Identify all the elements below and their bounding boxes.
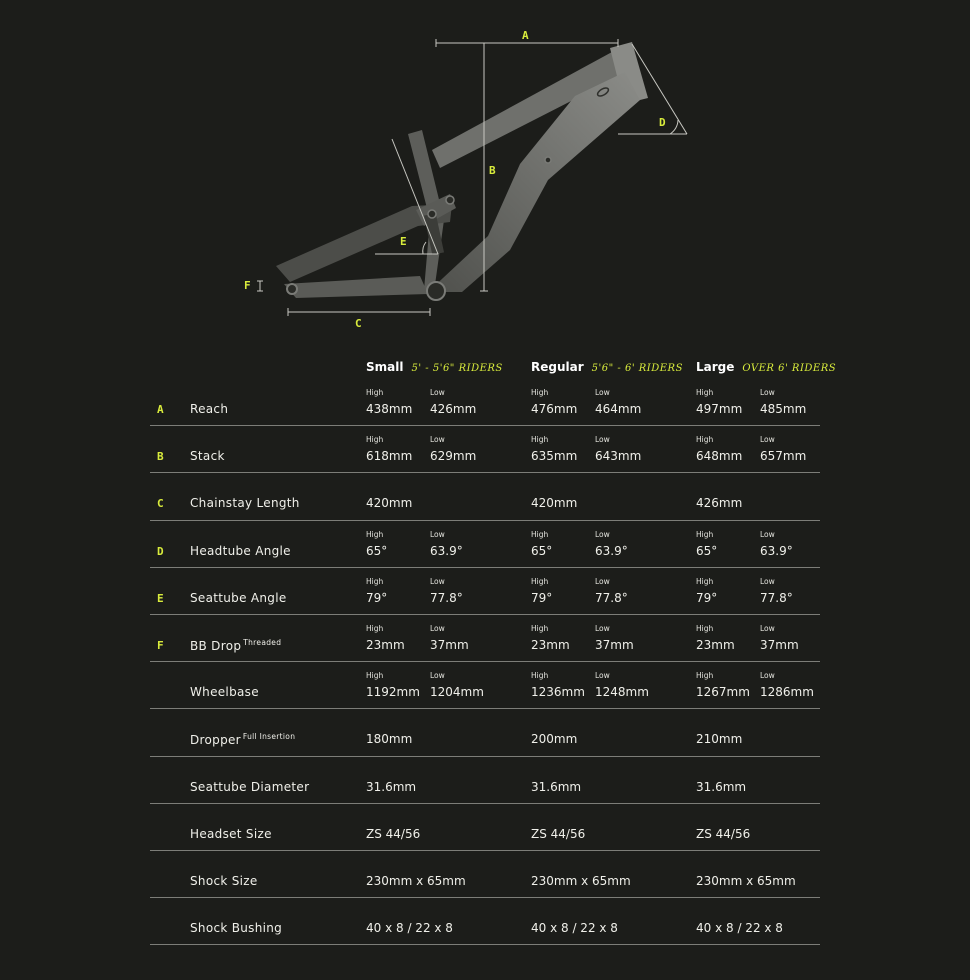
size-header-regular: [531, 360, 683, 374]
low-setting-tag: Low: [430, 624, 445, 633]
geometry-row: [150, 850, 820, 898]
high-setting-tag: High: [531, 435, 549, 445]
row-value: 79°: [531, 590, 553, 605]
low-setting-tag: Low: [595, 529, 610, 539]
row-value: 79°: [696, 590, 718, 605]
row-label: [190, 544, 291, 558]
row-label-text: Dropper: [190, 733, 241, 748]
high-setting-tag: High: [531, 576, 549, 586]
row-label: [190, 496, 300, 510]
row-label: [190, 827, 272, 841]
row-value: 23mm: [366, 638, 405, 652]
low-setting-tag: Low: [760, 671, 775, 681]
chain-stay: [284, 276, 428, 298]
dim-label-d: D: [659, 116, 666, 129]
low-setting-tag: Low: [430, 435, 445, 445]
size-header-large: [696, 360, 836, 374]
row-value: 79°: [366, 590, 388, 605]
size-header-small: [366, 360, 503, 374]
shock-mount: [545, 157, 551, 163]
geometry-row: [150, 756, 820, 804]
dim-label-f: F: [244, 279, 251, 292]
high-setting-tag: High: [531, 671, 549, 681]
low-setting-tag: Low: [595, 624, 610, 633]
high-setting-tag: High: [366, 435, 384, 445]
row-value: 23mm: [696, 638, 735, 652]
low-setting-tag: Low: [760, 388, 775, 397]
row-value: 1286mm: [760, 685, 814, 700]
row-value: 23mm: [531, 638, 570, 652]
row-label-text: Chainstay Length: [190, 496, 300, 511]
row-value: 77.8°: [430, 590, 463, 605]
row-value: 1204mm: [430, 685, 484, 700]
row-letter: B: [157, 450, 164, 464]
high-setting-tag: High: [366, 671, 384, 681]
row-value: 77.8°: [760, 590, 793, 605]
row-value: 40 x 8 / 22 x 8: [366, 921, 453, 936]
low-setting-tag: Low: [430, 671, 445, 681]
row-value: 1248mm: [595, 685, 649, 700]
row-value: ZS 44/56: [366, 826, 421, 841]
size-name: Large: [696, 360, 735, 374]
row-value: 230mm x 65mm: [531, 874, 631, 888]
row-value: ZS 44/56: [531, 826, 586, 841]
row-value: 31.6mm: [366, 779, 417, 794]
row-letter: F: [157, 639, 164, 652]
geometry-row: [150, 708, 820, 756]
geometry-row: [150, 803, 820, 851]
low-setting-tag: Low: [760, 529, 775, 539]
geometry-row: [150, 897, 820, 945]
low-setting-tag: Low: [430, 576, 445, 586]
row-value: 629mm: [430, 449, 477, 464]
row-label: [190, 591, 287, 605]
high-setting-tag: High: [366, 624, 384, 633]
high-setting-tag: High: [696, 529, 714, 539]
row-label-text: BB Drop: [190, 639, 242, 653]
row-label-text: Reach: [190, 402, 229, 416]
rocker-pivot: [428, 210, 436, 218]
geometry-row: [150, 661, 820, 709]
geometry-row: [150, 567, 820, 615]
low-setting-tag: Low: [595, 671, 610, 681]
geometry-row: [150, 614, 820, 662]
row-value: 485mm: [760, 402, 807, 416]
geometry-row: [150, 378, 820, 426]
row-value: 37mm: [595, 638, 634, 652]
row-value: 200mm: [531, 732, 578, 747]
high-setting-tag: High: [696, 388, 714, 397]
row-value: 635mm: [531, 449, 578, 464]
row-value: 40 x 8 / 22 x 8: [531, 921, 618, 936]
row-label: [190, 449, 225, 463]
row-value: 180mm: [366, 732, 413, 747]
low-setting-tag: Low: [430, 388, 445, 397]
high-setting-tag: High: [531, 529, 549, 539]
dim-label-c: C: [355, 317, 362, 330]
row-label-text: Seattube Angle: [190, 590, 287, 605]
high-setting-tag: High: [531, 624, 549, 633]
dim-label-b: B: [489, 164, 496, 177]
row-label: [190, 402, 228, 416]
row-value: 63.9°: [430, 543, 463, 558]
high-setting-tag: High: [366, 576, 384, 586]
row-value: 65°: [696, 543, 718, 558]
low-setting-tag: Low: [430, 529, 445, 539]
row-value: 63.9°: [595, 543, 628, 558]
row-value: ZS 44/56: [696, 826, 751, 841]
row-value: 426mm: [696, 496, 743, 511]
row-value: 464mm: [595, 402, 642, 416]
upper-pivot: [446, 196, 454, 204]
high-setting-tag: High: [696, 435, 714, 445]
row-value: 37mm: [760, 638, 799, 652]
high-setting-tag: High: [531, 388, 549, 397]
row-value: 618mm: [366, 449, 413, 464]
high-setting-tag: High: [366, 388, 384, 397]
low-setting-tag: Low: [595, 576, 610, 586]
row-value: 476mm: [531, 402, 578, 416]
low-setting-tag: Low: [595, 388, 610, 397]
row-label: [190, 874, 258, 888]
row-label-text: Seattube Diameter: [190, 779, 310, 794]
geometry-row: [150, 472, 820, 520]
row-value: 657mm: [760, 449, 807, 464]
row-value: 31.6mm: [696, 779, 747, 794]
size-name: Regular: [531, 360, 584, 374]
rider-height-note: OVER 6' RIDERS: [742, 363, 837, 374]
row-value: 1192mm: [366, 685, 420, 700]
row-value: 648mm: [696, 449, 743, 464]
row-value: 230mm x 65mm: [366, 874, 466, 888]
row-value: 65°: [531, 543, 553, 558]
row-label-text: Wheelbase: [190, 685, 259, 700]
row-label-text: Headtube Angle: [190, 543, 291, 558]
low-setting-tag: Low: [760, 576, 775, 586]
high-setting-tag: High: [696, 576, 714, 586]
row-label: [190, 685, 259, 699]
dropout-pivot: [287, 284, 297, 294]
row-value: 643mm: [595, 449, 642, 464]
high-setting-tag: High: [366, 529, 384, 539]
row-letter: C: [157, 497, 164, 511]
row-label: [190, 921, 282, 935]
frame-geometry-diagram: [0, 0, 970, 340]
geometry-row: [150, 520, 820, 568]
row-value: 40 x 8 / 22 x 8: [696, 921, 783, 936]
row-value: 31.6mm: [531, 779, 582, 794]
row-label-text: Headset Size: [190, 826, 272, 841]
row-value: 230mm x 65mm: [696, 874, 796, 888]
size-name: Small: [366, 360, 404, 374]
high-setting-tag: High: [696, 624, 714, 633]
low-setting-tag: Low: [760, 624, 775, 633]
row-value: 497mm: [696, 402, 743, 416]
row-value: 420mm: [531, 496, 578, 511]
row-value: 210mm: [696, 732, 743, 747]
row-value: 438mm: [366, 402, 413, 416]
row-value: 63.9°: [760, 543, 793, 558]
row-value: 426mm: [430, 402, 477, 416]
rider-height-note: 5'6" - 6' RIDERS: [591, 363, 683, 374]
row-letter: E: [157, 591, 164, 605]
high-setting-tag: High: [696, 671, 714, 681]
bb-pivot: [427, 282, 445, 300]
row-label-text: Shock Size: [190, 874, 258, 888]
geometry-row: [150, 425, 820, 473]
row-value: 65°: [366, 543, 388, 558]
low-setting-tag: Low: [595, 435, 610, 445]
row-value: 37mm: [430, 638, 469, 652]
row-label: [190, 780, 309, 794]
row-label-note: Full Insertion: [242, 732, 296, 742]
row-label-text: Stack: [190, 449, 225, 464]
row-value: 420mm: [366, 496, 413, 511]
row-value: 77.8°: [595, 590, 628, 605]
rider-height-note: 5' - 5'6" RIDERS: [411, 363, 503, 374]
dim-label-a: A: [522, 29, 529, 42]
dim-label-e: E: [400, 235, 407, 248]
row-letter: D: [157, 544, 164, 558]
row-label: [190, 638, 281, 653]
row-value: 1267mm: [696, 685, 750, 700]
row-label: [190, 732, 295, 747]
low-setting-tag: Low: [760, 435, 775, 445]
row-label-note: Threaded: [243, 638, 282, 647]
row-letter: A: [157, 403, 164, 416]
row-label-text: Shock Bushing: [190, 921, 283, 936]
row-value: 1236mm: [531, 685, 585, 700]
